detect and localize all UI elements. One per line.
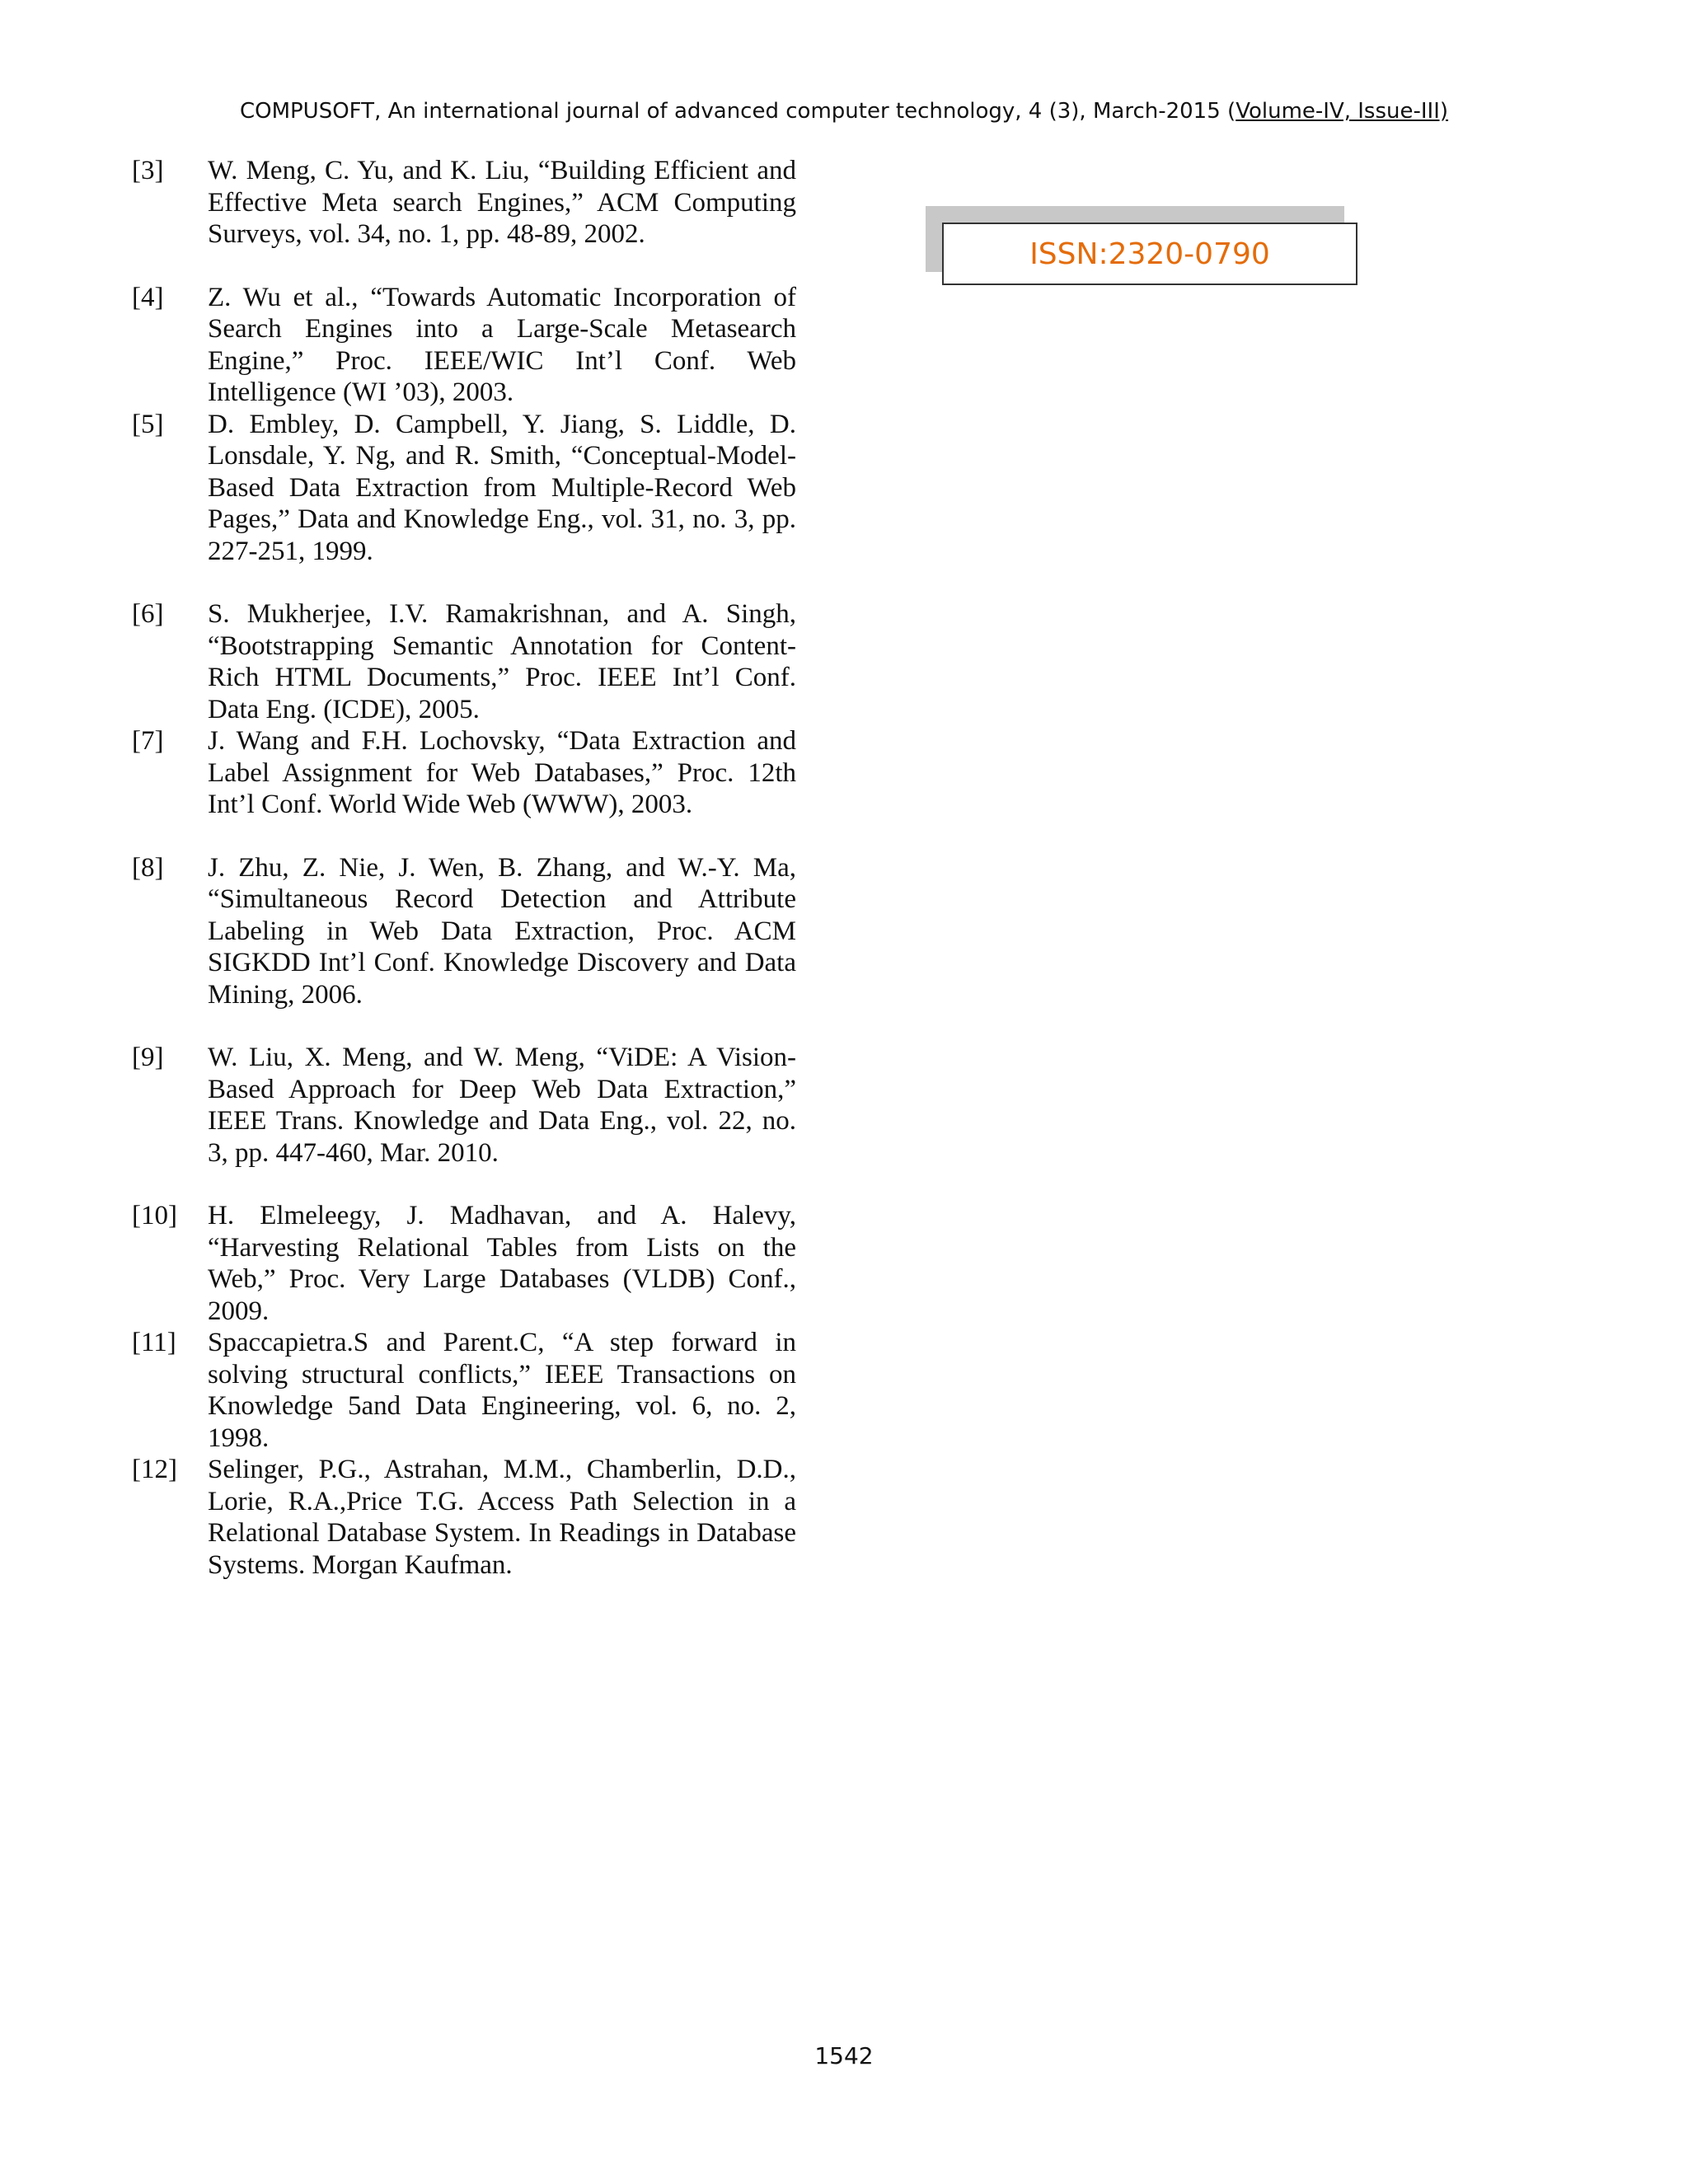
reference-number: [11] [132, 1328, 176, 1357]
reference-7 [132, 725, 796, 821]
reference-12 [132, 1454, 796, 1581]
reference-text: W. Meng, C. Yu, and K. Liu, “Building Efficient and Effective Meta search Engines,” ACM Computing Surveys, vol. 34, no. 1, pp. 48-89, 2002. [208, 156, 796, 249]
reference-text: Spaccapietra.S and Parent.C, “A step forward in solving structural conflicts,” IEEE Transactions on Knowledge 5and Data Engineering, vol. 6, no. 2, 1998. [208, 1328, 796, 1453]
reference-9 [132, 1042, 796, 1169]
reference-5 [132, 409, 796, 568]
reference-number: [4] [132, 282, 164, 312]
reference-6 [132, 598, 796, 725]
reference-text: W. Liu, X. Meng, and W. Meng, “ViDE: A Vision-Based Approach for Deep Web Data Extraction,” IEEE Trans. Knowledge and Data Eng., vol. 22, no. 3, pp. 447-460, Mar. 2010. [208, 1043, 796, 1168]
reference-text: H. Elmeleegy, J. Madhavan, and A. Halevy, “Harvesting Relational Tables from Lists on the Web,” Proc. Very Large Databases (VLDB) Conf., 2009. [208, 1201, 796, 1326]
reference-number: [6] [132, 599, 164, 629]
page-number: 1542 [814, 2042, 874, 2069]
journal-citation: COMPUSOFT, An international journal of advanced computer technology, 4 (3), March-2015 ( [239, 99, 1236, 124]
reference-text: J. Wang and F.H. Lochovsky, “Data Extraction and Label Assignment for Web Databases,” Proc. 12th Int’l Conf. World Wide Web (WWW), 2003. [208, 726, 796, 819]
reference-number: [8] [132, 852, 164, 883]
reference-3 [132, 155, 796, 251]
reference-number: [12] [132, 1455, 177, 1484]
reference-text: D. Embley, D. Campbell, Y. Jiang, S. Liddle, D. Lonsdale, Y. Ng, and R. Smith, “Conceptual-Model-Based Data Extraction from Multiple-Record Web Pages,” Data and Knowledge Eng., vol. 31, no. 3, pp. 227-251, 1999. [208, 409, 796, 566]
reference-number: [7] [132, 726, 164, 756]
reference-number: [9] [132, 1043, 164, 1072]
reference-text: S. Mukherjee, I.V. Ramakrishnan, and A. Singh, “Bootstrapping Semantic Annotation for Content-Rich HTML Documents,” Proc. IEEE Int’l Conf. Data Eng. (ICDE), 2005. [208, 599, 796, 724]
reference-list [132, 155, 796, 1581]
issn-box [942, 223, 1357, 285]
reference-text: Z. Wu et al., “Towards Automatic Incorporation of Search Engines into a Large-Scale Metasearch Engine,” Proc. IEEE/WIC Int’l Conf. Web Intelligence (WI ’03), 2003. [208, 282, 796, 407]
volume-issue-link[interactable]: Volume-IV, Issue-III) [1236, 99, 1449, 124]
reference-number: [3] [132, 156, 164, 185]
running-header [0, 99, 1688, 124]
reference-number: [10] [132, 1201, 177, 1230]
reference-number: [5] [132, 409, 164, 439]
reference-11 [132, 1327, 796, 1454]
reference-text: Selinger, P.G., Astrahan, M.M., Chamberlin, D.D., Lorie, R.A.,Price T.G. Access Path Selection in a Relational Database System. In Readings in Database Systems. Morgan Kaufman. [208, 1455, 796, 1580]
reference-10 [132, 1200, 796, 1327]
reference-8 [132, 852, 796, 1011]
issn-label: ISSN:2320-0790 [1029, 237, 1270, 271]
reference-text: J. Zhu, Z. Nie, J. Wen, B. Zhang, and W.-Y. Ma, “Simultaneous Record Detection and Attribute Labeling in Web Data Extraction, Proc. ACM SIGKDD Int’l Conf. Knowledge Discovery and Data Mining, 2006. [208, 852, 796, 1010]
reference-4 [132, 282, 796, 409]
